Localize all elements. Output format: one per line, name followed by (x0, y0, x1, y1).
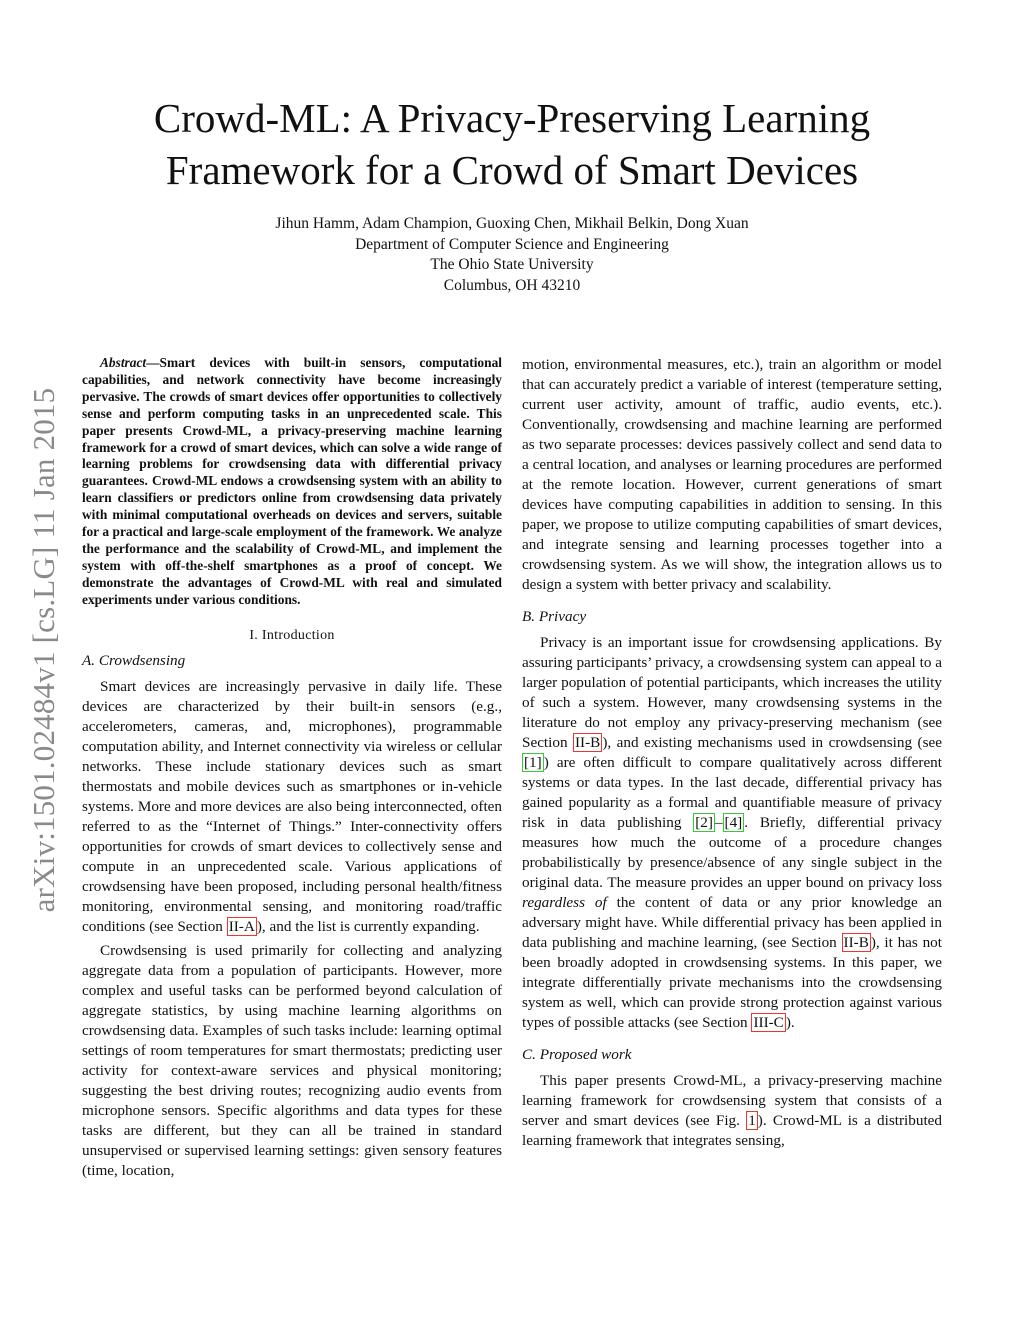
subsection-heading-privacy: B. Privacy (522, 608, 587, 625)
privacy-text-2: ), and existing mechanisms used in crowdsensing (see (602, 734, 942, 751)
left-column (82, 355, 502, 1181)
title-line-2: Framework for a Crowd of Smart Devices (165, 147, 859, 193)
section-heading-introduction (82, 627, 502, 645)
figure-link-1[interactable]: 1 (748, 1112, 756, 1129)
section-link-2b[interactable]: II-B (575, 734, 601, 751)
citation-link-1[interactable]: [1] (524, 754, 542, 771)
right-column (522, 355, 942, 1151)
abstract (82, 355, 502, 609)
paper-title (100, 92, 924, 196)
privacy-text-8: ). (785, 1014, 795, 1031)
paragraph-text: Smart devices are increasingly pervasive in daily life. These devices are characterized by their built-in sensors (e.g., accelerometers, cameras, and, microphones), programmable computation ability, and Internet connectivity via wireless or cellular networks. These include stationary devices such as smart thermostats and mobile devices such as smartphones or in-vehicle systems. More and more devices are also being interconnected, often referred to as the “Internet of Things.” Inter-connectivity offers opportunities for crowds of smart devices to collectively sense and compute in an unprecedented scale. Various applications of crowdsensing have been proposed, including personal health/fitness monitoring, environmental sensing, and monitoring road/traffic conditions (see Section (82, 677, 502, 935)
section-heading-text: I. Introduction (249, 627, 335, 643)
section-link-3c[interactable]: III-C (753, 1014, 784, 1031)
paragraph-crowdsensing-1 (82, 677, 502, 937)
paragraph-privacy (522, 633, 942, 1033)
paragraph-crowdsensing-3: motion, environmental measures, etc.), train an algorithm or model that can accurately predict a variable of interest (temperature setting, current user activity, amount of traffic, audio events, etc.). Conventionally, crowdsensing and machine learning are performed as two separate processes: devices passively collect and send data to a central location, and analyses or learning procedures are performed at the remote location. However, current generations of smart devices have computing capabilities in addition to sensing. In this paper, we propose to utilize computing capabilities of smart devices, and integrate sensing and learning processes together into a crowdsensing system. As we will show, the integration allows us to design a system with better privacy and scalability. (522, 356, 942, 593)
privacy-emphasis: regardless of (522, 894, 607, 911)
subsection-heading-crowdsensing: A. Crowdsensing (82, 651, 186, 669)
section-link-2b-second[interactable]: II-B (843, 934, 869, 951)
privacy-text-3: ) are often difficult to compare qualitatively across different systems or data types. In the last decade, differential privacy has gained popularity as a formal and quantifiable measure of privacy risk in data publishing (522, 754, 942, 831)
privacy-text-5: . Briefly, differential privacy measures how much the outcome of a procedure changes probabilistically by presence/absence of any single subject in the original data. The measure provides an upper bound on privacy loss (522, 814, 942, 891)
arxiv-stamp (28, 360, 60, 940)
paragraph-proposed-work (522, 1071, 942, 1151)
abstract-text: —Smart devices with built-in sensors, computational capabilities, and network connectivity have become increasingly pervasive. The crowds of smart devices offer opportunities to collectively sense and perform computing tasks in an unprecedented scale. This paper presents Crowd-ML, a privacy-preserving machine learning framework for a crowd of smart devices, which can solve a wide range of learning problems for crowdsensing data with differential privacy guarantees. Crowd-ML endows a crowdsensing system with an ability to learn classifiers or predictors online from crowdsensing data privately with minimal computational overheads on devices and servers, suitable for a practical and large-scale employment of the framework. We analyze the performance and the scalability of Crowd-ML, and implement the system with off-the-shelf smartphones as a proof of concept. We demonstrate the advantages of Crowd-ML with real and simulated experiments under various conditions. (82, 355, 502, 607)
proposed-text-1: This paper presents Crowd-ML, a privacy-preserving machine learning framework for crowdsensing system that consists of a server and smart devices (see Fig. (522, 1072, 942, 1129)
author-university: The Ohio State University (430, 256, 594, 273)
privacy-dash: – (714, 814, 723, 831)
title-line-1: Crowd-ML: A Privacy-Preserving Learning (153, 95, 871, 141)
abstract-label: Abstract (100, 355, 147, 370)
citation-link-2[interactable]: [2] (695, 814, 713, 831)
author-department: Department of Computer Science and Engineering (355, 235, 669, 253)
paragraph-crowdsensing-2: Crowdsensing is used primarily for collecting and analyzing aggregate data from a population of participants. However, more complex and useful tasks can be performed beyond calculation of aggregate statistics, by using machine learning algorithms on crowdsensing data. Examples of such tasks include: learning optimal settings of room temperatures for smart thermostats; predicting user activity for context-aware services and physical monitoring; suggesting the best driving routes; recognizing audio events from microphone sensors. Specific algorithms and data types for these tasks are different, but they can all be trained in standard unsupervised or supervised learning settings: given sensory features (time, location, (82, 941, 502, 1179)
arxiv-stamp-text: arXiv:1501.02484v1 [cs.LG] 11 Jan 2015 (26, 387, 61, 913)
section-link-2a[interactable]: II-A (228, 917, 255, 935)
proposed-text-2: ). Crowd-ML is a distributed learning framework that integrates sensing, (522, 1112, 942, 1149)
paragraph-text-end: ), and the list is currently expanding. (256, 917, 480, 935)
author-location: Columbus, OH 43210 (443, 276, 581, 294)
privacy-text-7: ), it has not been broadly adopted in crowdsensing systems. In this paper, we integrate differentially private mechanisms into the crowdsensing system as well, which can provide strong protection against various types of possible attacks (see Section (522, 934, 942, 1031)
author-names: Jihun Hamm, Adam Champion, Guoxing Chen, Mikhail Belkin, Dong Xuan (275, 215, 749, 232)
subsection-heading-proposed-work: C. Proposed work (522, 1046, 632, 1063)
privacy-text-6: the content of data or any prior knowledge an adversary might have. While differential privacy has been applied in data publishing and machine learning, (see Section (522, 894, 942, 951)
privacy-text-1: Privacy is an important issue for crowdsensing applications. By assuring participants’ privacy, a crowdsensing system can appeal to a larger population of potential participants, which increases the utility of such a system. However, many crowdsensing systems in the literature do not employ any privacy-preserving mechanism (see Section (522, 634, 942, 751)
citation-link-4[interactable]: [4] (724, 814, 743, 831)
author-block (100, 214, 924, 296)
